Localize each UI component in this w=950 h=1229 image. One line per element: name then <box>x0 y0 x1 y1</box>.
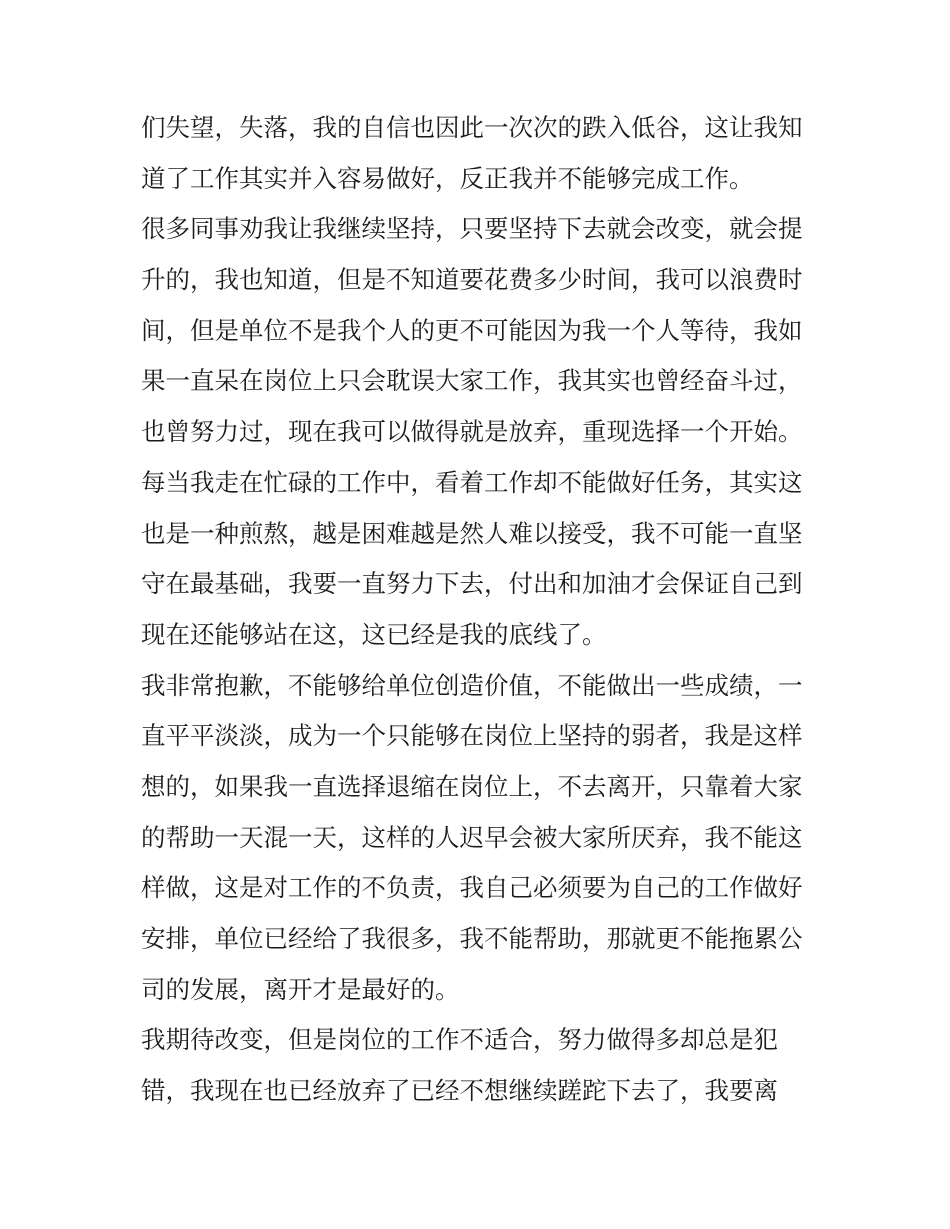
text-line: 升的，我也知道，但是不知道要花费多少时间，我可以浪费时 <box>141 265 803 295</box>
paragraph-1 <box>141 103 821 204</box>
text-line: 守在最基础，我要一直努力下去，付出和加油才会保证自己到 <box>141 569 803 599</box>
paragraph-3 <box>141 458 821 661</box>
text-line: 司的发展，离开才是最好的。 <box>141 974 460 1004</box>
text-line: 也是一种煎熬，越是困难越是然人难以接受，我不可能一直坚 <box>141 518 803 548</box>
text-line: 果一直呆在岗位上只会耽误大家工作，我其实也曾经奋斗过， <box>141 366 803 396</box>
text-line: 道了工作其实并入容易做好，反正我并不能够完成工作。 <box>141 163 754 193</box>
text-line: 直平平淡淡，成为一个只能够在岗位上坚持的弱者，我是这样 <box>141 721 803 751</box>
text-line: 我期待改变，但是岗位的工作不适合，努力做得多却总是犯 <box>141 1025 778 1055</box>
text-line: 安排，单位已经给了我很多，我不能帮助，那就更不能拖累公 <box>141 924 803 953</box>
text-line: 想的，如果我一直选择退缩在岗位上，不去离开，只靠着大家 <box>141 771 803 801</box>
text-line: 很多同事劝我让我继续坚持，只要坚持下去就会改变，就会提 <box>141 214 803 244</box>
text-line: 的帮助一天混一天，这样的人迟早会被大家所厌弃，我不能这 <box>141 822 803 852</box>
text-line: 样做，这是对工作的不负责，我自己必须要为自己的工作做好 <box>141 873 803 903</box>
text-line: 现在还能够站在这，这已经是我的底线了。 <box>141 619 607 649</box>
text-line: 我非常抱歉，不能够给单位创造价值，不能做出一些成绩，一 <box>141 670 803 700</box>
text-line: 也曾努力过，现在我可以做得就是放弃，重现选择一个开始。 <box>141 417 803 447</box>
paragraph-4 <box>141 661 821 1016</box>
document-body <box>141 103 821 1117</box>
text-line: 错，我现在也已经放弃了已经不想继续蹉跎下去了，我要离 <box>141 1076 778 1106</box>
text-line: 们失望，失落，我的自信也因此一次次的跌入低谷，这让我知 <box>141 113 803 142</box>
text-line: 间，但是单位不是我个人的更不可能因为我一个人等待，我如 <box>141 315 803 345</box>
text-line: 每当我走在忙碌的工作中，看着工作却不能做好任务，其实这 <box>141 467 803 497</box>
paragraph-5 <box>141 1015 821 1116</box>
paragraph-2 <box>141 204 821 457</box>
